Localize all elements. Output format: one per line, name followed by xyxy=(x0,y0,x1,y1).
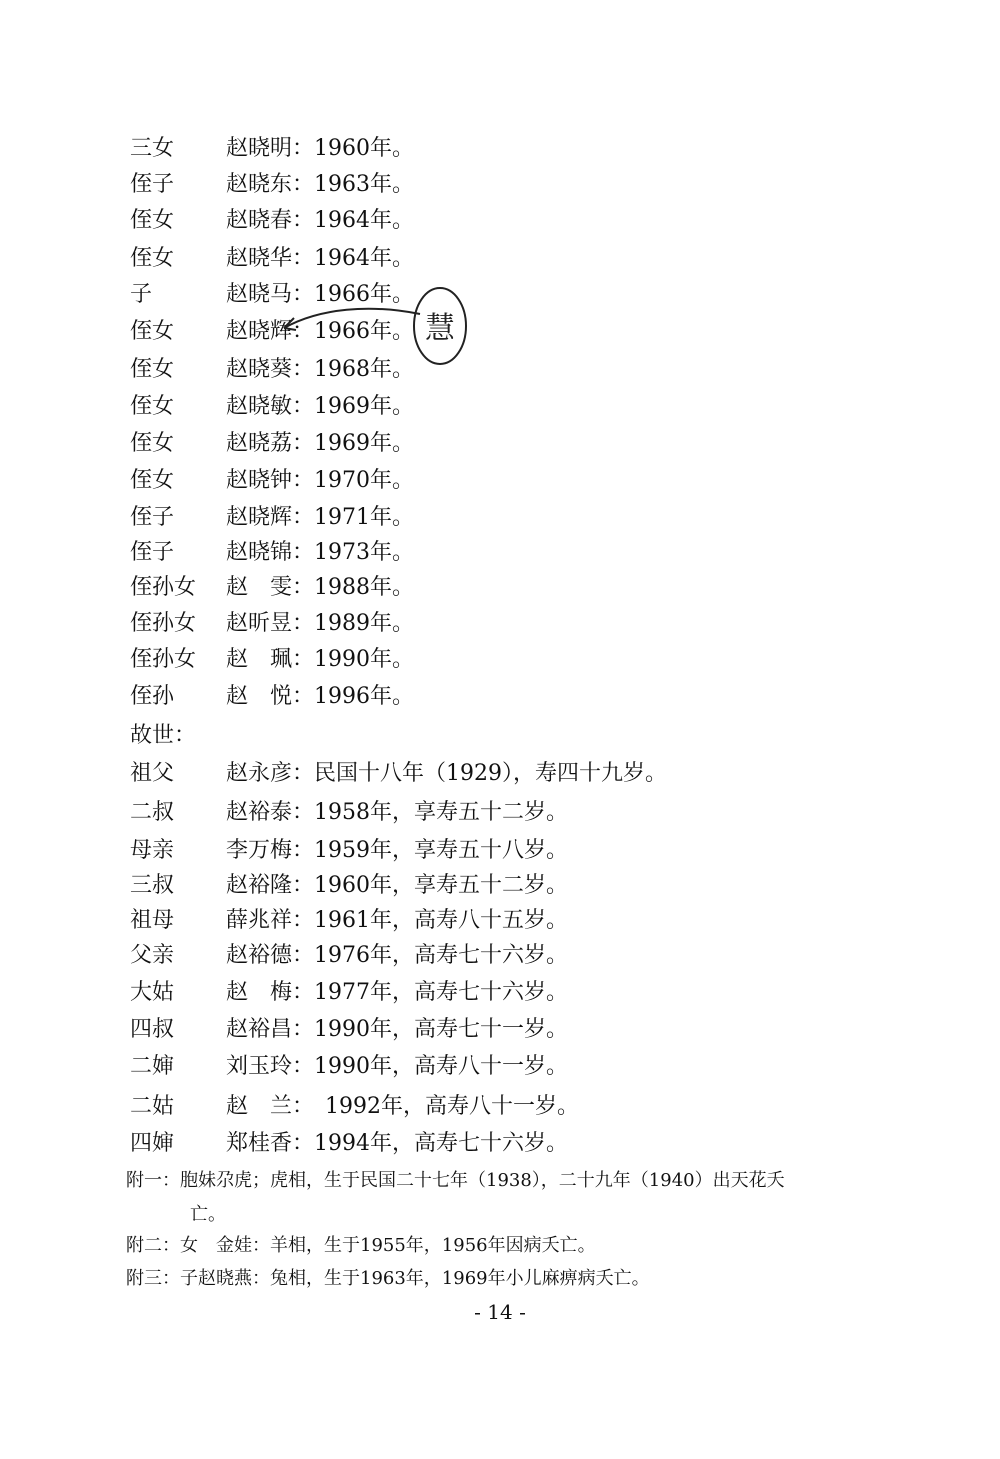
member-entry: 赵晓辉：1966年。 xyxy=(226,319,414,344)
member-entry: 赵昕昱：1989年。 xyxy=(226,611,414,636)
relation-label: 二叔 xyxy=(130,800,175,825)
member-entry: 刘玉玲：1990年，高寿八十一岁。 xyxy=(226,1054,568,1079)
member-entry: 赵裕昌：1990年，高寿七十一岁。 xyxy=(226,1017,568,1042)
relation-label: 侄女 xyxy=(130,394,175,419)
member-entry: 赵晓荔：1969年。 xyxy=(226,431,414,456)
member-entry: 赵 悦：1996年。 xyxy=(226,684,414,709)
member-entry: 赵晓东：1963年。 xyxy=(226,172,414,197)
relation-label: 祖父 xyxy=(130,761,175,786)
member-entry: 赵晓华：1964年。 xyxy=(226,246,414,271)
relation-label: 侄子 xyxy=(130,540,175,565)
relation-label: 侄孙女 xyxy=(130,575,197,600)
page-number: - 14 - xyxy=(474,1300,526,1324)
member-entry: 赵晓葵：1968年。 xyxy=(226,357,414,382)
handwritten-correction-annotation xyxy=(280,286,480,376)
member-entry: 赵 雯：1988年。 xyxy=(226,575,414,600)
member-entry: 赵晓春：1964年。 xyxy=(226,208,414,233)
member-entry: 赵晓钟：1970年。 xyxy=(226,468,414,493)
note-1: 附一：胞妹尕虎；虎相，生于民国二十七年（1938），二十九年（1940）出天花夭 xyxy=(126,1170,785,1191)
relation-label: 侄孙女 xyxy=(130,611,197,636)
note-3: 附三：子赵晓燕：兔相，生于1963年，1969年小儿麻痹病夭亡。 xyxy=(126,1268,650,1289)
relation-label: 四婶 xyxy=(130,1131,175,1156)
relation-label: 侄女 xyxy=(130,431,175,456)
member-entry: 赵 梅：1977年，高寿七十六岁。 xyxy=(226,980,568,1005)
member-entry: 李万梅：1959年，享寿五十八岁。 xyxy=(226,838,568,863)
relation-label: 三叔 xyxy=(130,873,175,898)
member-entry: 赵晓辉：1971年。 xyxy=(226,505,414,530)
correction-character: 慧 xyxy=(425,311,455,346)
relation-label: 祖母 xyxy=(130,908,175,933)
relation-label: 二姑 xyxy=(130,1094,175,1119)
member-entry: 赵晓明：1960年。 xyxy=(226,136,414,161)
relation-label: 侄女 xyxy=(130,468,175,493)
relation-label: 四叔 xyxy=(130,1017,175,1042)
relation-label: 侄子 xyxy=(130,505,175,530)
member-entry: 赵晓敏：1969年。 xyxy=(226,394,414,419)
relation-label: 侄女 xyxy=(130,208,175,233)
relation-label: 侄女 xyxy=(130,319,175,344)
relation-label: 父亲 xyxy=(130,943,175,968)
member-entry: 赵裕隆：1960年，享寿五十二岁。 xyxy=(226,873,568,898)
note-2: 附二：女 金娃：羊相，生于1955年，1956年因病夭亡。 xyxy=(126,1235,596,1256)
member-entry: 薛兆祥：1961年，高寿八十五岁。 xyxy=(226,908,568,933)
member-entry: 赵 珮：1990年。 xyxy=(226,647,414,672)
member-entry: 赵 兰： 1992年，高寿八十一岁。 xyxy=(226,1094,579,1119)
relation-label: 母亲 xyxy=(130,838,175,863)
member-entry: 赵晓马：1966年。 xyxy=(226,282,414,307)
relation-label: 侄孙 xyxy=(130,684,175,709)
member-entry: 赵永彦：民国十八年（1929），寿四十九岁。 xyxy=(226,761,667,786)
correction-arrow-line xyxy=(284,309,420,328)
relation-label: 三女 xyxy=(130,136,175,161)
deceased-heading: 故世： xyxy=(130,723,197,748)
relation-label: 侄孙女 xyxy=(130,647,197,672)
relation-label: 侄女 xyxy=(130,357,175,382)
member-entry: 郑桂香：1994年，高寿七十六岁。 xyxy=(226,1131,568,1156)
relation-label: 子 xyxy=(130,282,153,307)
relation-label: 侄子 xyxy=(130,172,175,197)
member-entry: 赵裕泰：1958年，享寿五十二岁。 xyxy=(226,800,568,825)
member-entry: 赵裕德：1976年，高寿七十六岁。 xyxy=(226,943,568,968)
note-1-continuation: 亡。 xyxy=(190,1204,226,1225)
member-entry: 赵晓锦：1973年。 xyxy=(226,540,414,565)
relation-label: 侄女 xyxy=(130,246,175,271)
relation-label: 二婶 xyxy=(130,1054,175,1079)
relation-label: 大姑 xyxy=(130,980,175,1005)
